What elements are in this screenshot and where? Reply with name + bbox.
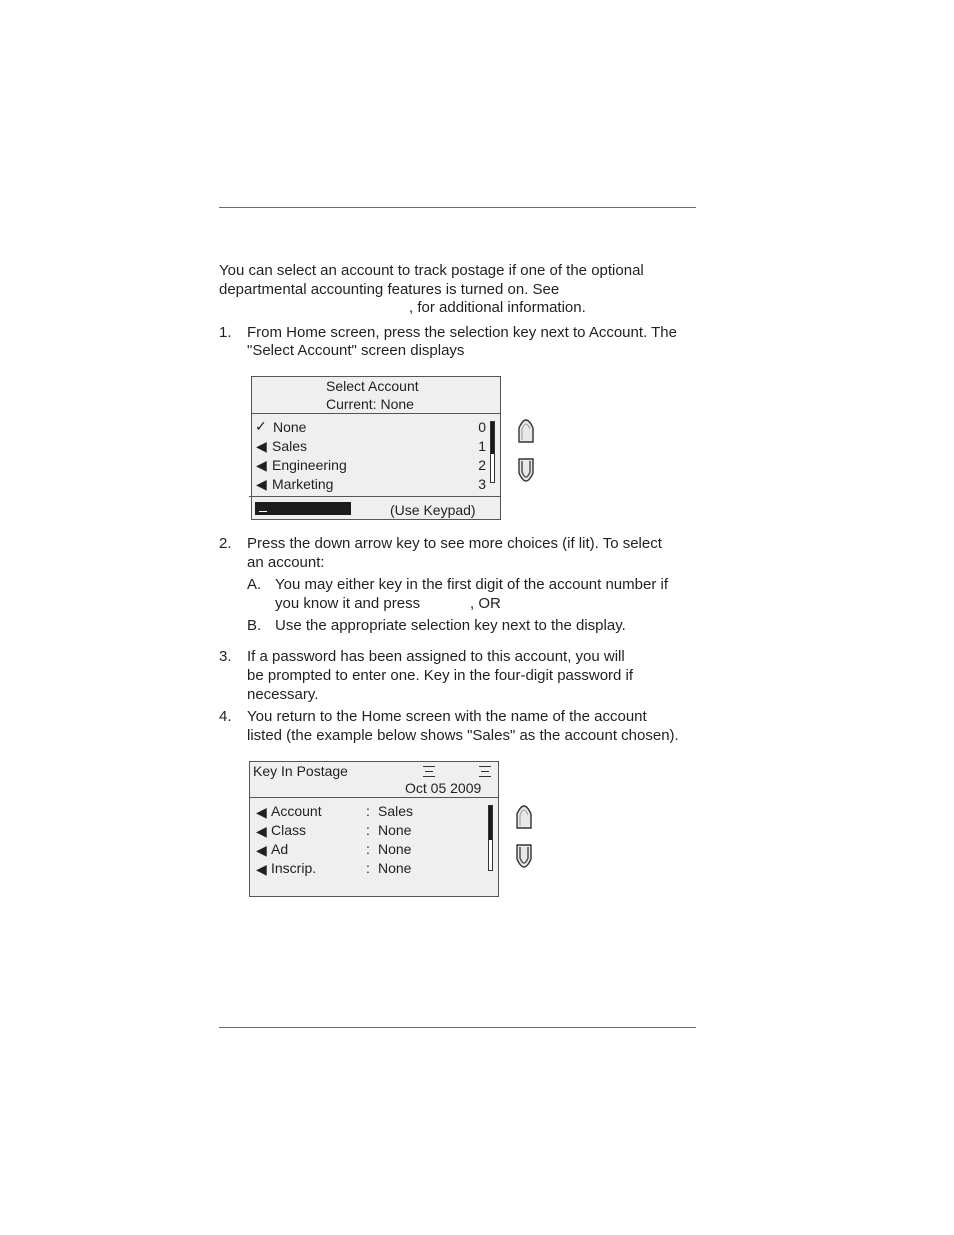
left-triangle-icon[interactable]: ◀: [256, 823, 267, 839]
scrollbar-thumb[interactable]: [491, 422, 494, 454]
home-screen: [249, 761, 499, 897]
step-3-line-3: necessary.: [247, 686, 319, 703]
step-2-line-2: an account:: [247, 554, 325, 571]
left-triangle-icon[interactable]: ◀: [256, 804, 267, 820]
step-3-line-2: be prompted to enter one. Key in the four-digit password if: [247, 667, 634, 684]
menu-lines-icon[interactable]: [479, 766, 491, 777]
account-item-label[interactable]: Marketing: [272, 476, 334, 492]
bottom-rule: [219, 1027, 696, 1028]
home-row-value: None: [378, 860, 412, 876]
intro-line-1: You can select an account to track postage if one of the optional: [219, 262, 644, 279]
step-1-line-1: From Home screen, press the selection key next to Account. The: [247, 324, 677, 341]
step-4-line-1: You return to the Home screen with the name of the account: [247, 708, 647, 725]
substep-a-line-2: you know it and press: [275, 595, 421, 612]
top-rule: [219, 207, 696, 208]
home-row-value: None: [378, 822, 412, 838]
menu-lines-icon[interactable]: [423, 766, 435, 777]
screen-divider: [249, 496, 500, 497]
home-row-label[interactable]: Inscrip.: [271, 860, 317, 876]
left-triangle-icon[interactable]: ◀: [256, 438, 267, 454]
up-arrow-key-icon[interactable]: [514, 802, 534, 830]
home-row-sep: :: [366, 803, 370, 819]
step-2-line-1: Press the down arrow key to see more choices (if lit). To select: [247, 535, 662, 552]
select-account-screen: [251, 376, 501, 520]
down-arrow-key-icon[interactable]: [516, 457, 536, 485]
step-3-number: 3.: [219, 648, 232, 665]
substep-a-line-1: You may either key in the first digit of the account number if: [275, 576, 668, 593]
account-item-number: 1: [478, 438, 486, 454]
account-item-number: 3: [478, 476, 486, 492]
account-item-number: 0: [478, 419, 486, 435]
step-2-number: 2.: [219, 535, 232, 552]
left-triangle-icon[interactable]: ◀: [256, 861, 267, 877]
home-date: Oct 05 2009: [405, 780, 482, 796]
screen-title: Select Account: [326, 378, 419, 394]
substep-a-line-2-end: , OR: [470, 595, 501, 612]
home-row-label[interactable]: Ad: [271, 841, 289, 857]
account-item-label[interactable]: None: [273, 419, 307, 435]
current-account: Current: None: [326, 396, 414, 412]
scrollbar[interactable]: [490, 421, 495, 483]
home-title: Key In Postage: [253, 763, 348, 779]
home-row-value: None: [378, 841, 412, 857]
home-row-label[interactable]: Class: [271, 822, 307, 838]
substep-b-line-1: Use the appropriate selection key next to the display.: [275, 617, 626, 634]
scrollbar[interactable]: [488, 805, 493, 871]
screen-divider: [250, 797, 498, 798]
home-row-sep: :: [366, 841, 370, 857]
left-triangle-icon[interactable]: ◀: [256, 842, 267, 858]
scrollbar-thumb[interactable]: [489, 806, 492, 840]
home-row-value: Sales: [378, 803, 414, 819]
substep-a-letter: A.: [247, 576, 262, 593]
left-triangle-icon[interactable]: ◀: [256, 457, 267, 473]
intro-line-2: departmental accounting features is turned on. See: [219, 281, 560, 298]
step-1-line-2: "Select Account" screen displays: [247, 342, 465, 359]
home-row-sep: :: [366, 860, 370, 876]
intro-line-3: , for additional information.: [409, 299, 586, 316]
account-item-label[interactable]: Engineering: [272, 457, 347, 473]
up-arrow-key-icon[interactable]: [516, 416, 536, 444]
home-row-sep: :: [366, 822, 370, 838]
check-icon: ✓: [255, 418, 267, 434]
step-4-number: 4.: [219, 708, 232, 725]
account-item-number: 2: [478, 457, 486, 473]
left-triangle-icon[interactable]: ◀: [256, 476, 267, 492]
account-item-label[interactable]: Sales: [272, 438, 308, 454]
substep-b-letter: B.: [247, 617, 262, 634]
step-3-line-1: If a password has been assigned to this account, you will: [247, 648, 625, 665]
screen-divider: [252, 413, 500, 414]
account-number-input[interactable]: [255, 502, 351, 515]
home-row-label[interactable]: Account: [271, 803, 322, 819]
step-1-number: 1.: [219, 324, 232, 341]
step-4-line-2: listed (the example below shows "Sales" as the account chosen).: [247, 727, 679, 744]
down-arrow-key-icon[interactable]: [514, 843, 534, 871]
input-cursor: [259, 511, 267, 513]
keypad-hint: (Use Keypad): [390, 502, 476, 518]
